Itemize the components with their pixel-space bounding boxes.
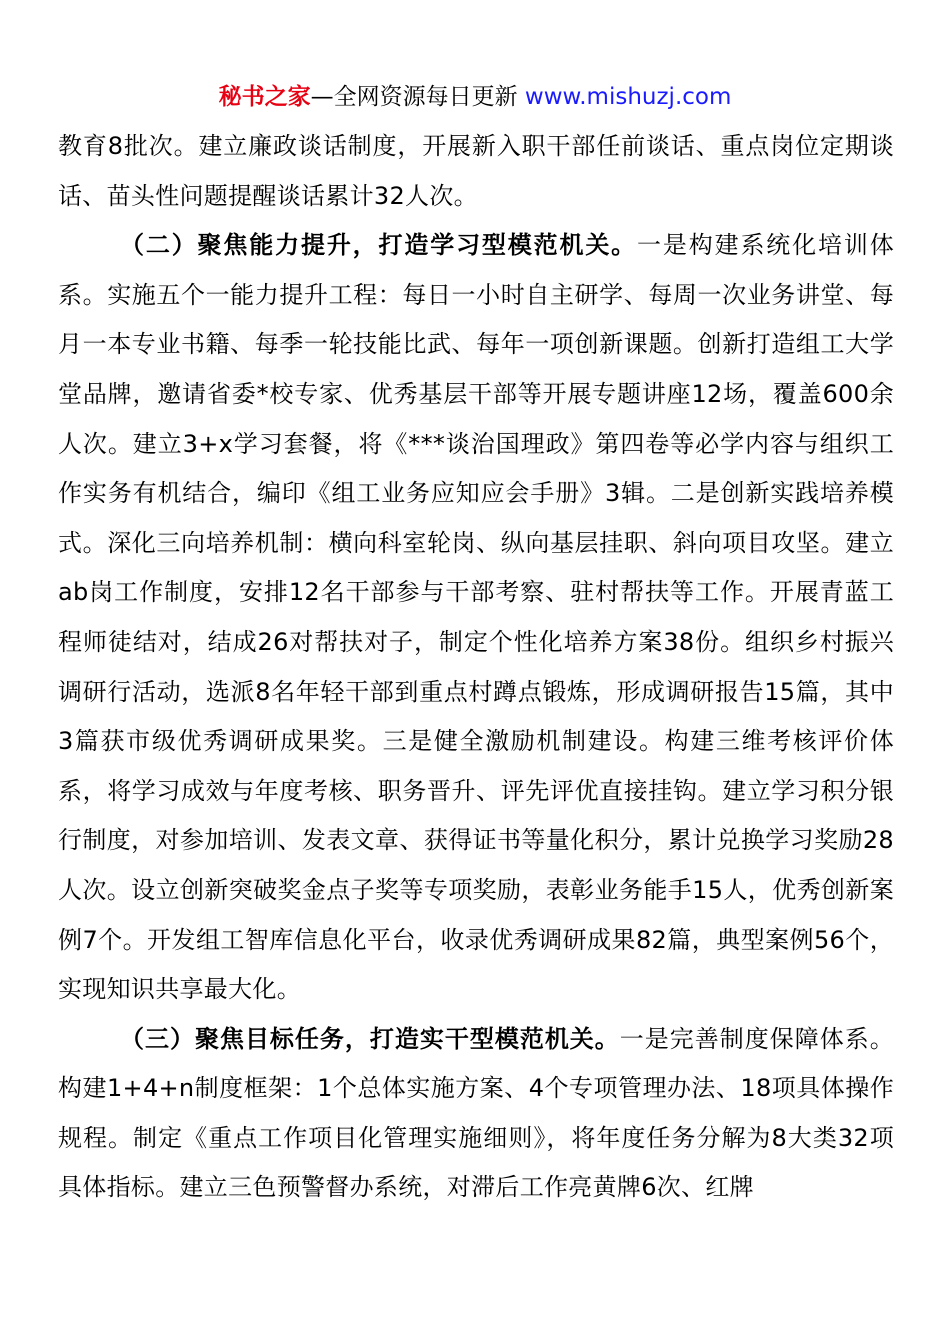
section-heading: （三）聚焦目标任务，打造实干型模范机关。	[120, 1024, 620, 1053]
section-heading: （二）聚焦能力提升，打造学习型模范机关。	[120, 231, 638, 260]
header-site-link[interactable]: www.mishuzj.com	[524, 84, 732, 110]
header-tagline: —全网资源每日更新	[310, 84, 525, 110]
paragraph-section-3	[58, 1015, 894, 1213]
header-brand: 秘书之家	[218, 84, 311, 110]
paragraph-text: 一是构建系统化培训体系。实施五个一能力提升工程：每日一小时自主研学、每周一次业务讲堂、每月一本专业书籍、每季一轮技能比武、每年一项创新课题。创新打造组工大学堂品牌，邀请省委*校专家、优秀基层干部等开展专题讲座12场，覆盖600余人次。建立3+x学习套餐，将《***谈治国理政》第四卷等必学内容与组织工作实务有机结合，编印《组工业务应知应会手册》3辑。二是创新实践培养模式。深化三向培养机制：横向科室轮岗、纵向基层挂职、斜向项目攻坚。建立ab岗工作制度，安排12名干部参与干部考察、驻村帮扶等工作。开展青蓝工程师徒结对，结成26对帮扶对子，制定个性化培养方案38份。组织乡村振兴调研行活动，选派8名年轻干部到重点村蹲点锻炼，形成调研报告15篇，其中3篇获市级优秀调研成果奖。三是健全激励机制建设。构建三维考核评价体系，将学习成效与年度考核、职务晋升、评先评优直接挂钩。建立学习积分银行制度，对参加培训、发表文章、获得证书等量化积分，累计兑换学习奖励28人次。设立创新突破奖金点子奖等专项奖励，表彰业务能手15人，优秀创新案例7个。开发组工智库信息化平台，收录优秀调研成果82篇，典型案例56个，实现知识共享最大化。	[58, 231, 895, 1004]
paragraph-text: 一是完善制度保障体系。构建1+4+n制度框架：1个总体实施方案、4个专项管理办法、18项具体操作规程。制定《重点工作项目化管理实施细则》，将年度任务分解为8大类32项具体指标。建立三色预警督办系统，对滞后工作亮黄牌6次、红牌	[58, 1024, 894, 1202]
page-header	[0, 80, 950, 114]
document-body	[58, 122, 894, 1213]
paragraph-text: 教育8批次。建立廉政谈话制度，开展新入职干部任前谈话、重点岗位定期谈话、苗头性问题提醒谈话累计32人次。	[58, 132, 894, 210]
paragraph-continuation	[58, 122, 894, 221]
paragraph-section-2	[58, 221, 894, 1015]
